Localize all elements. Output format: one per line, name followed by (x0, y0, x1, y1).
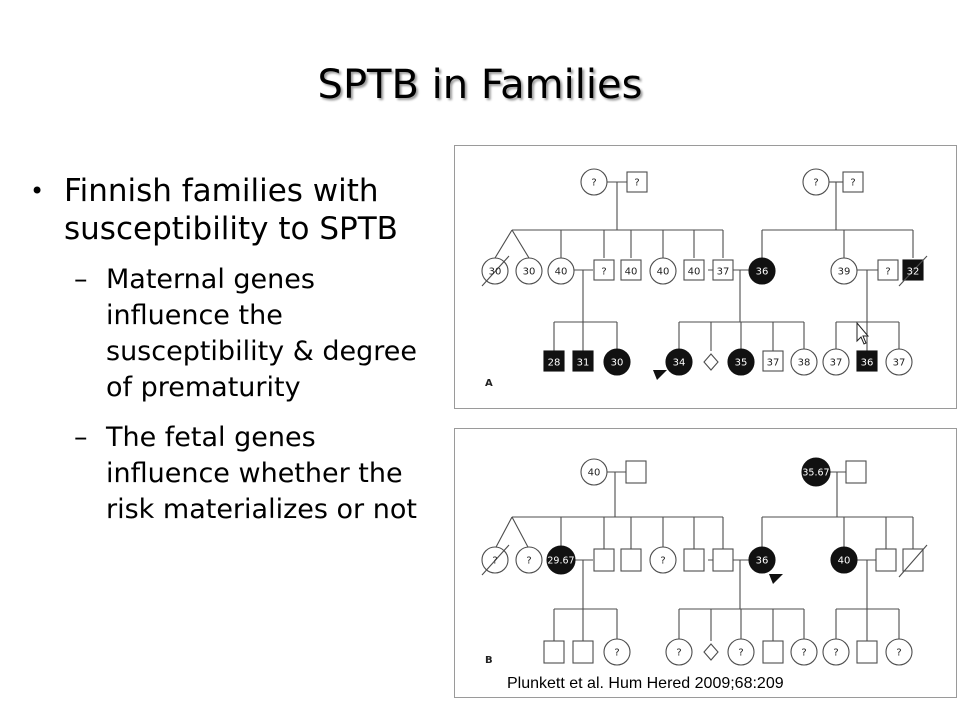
citation: Plunkett et al. Hum Hered 2009;68:209 (507, 675, 784, 692)
sibling-drops (554, 609, 617, 641)
pedigree-label: 40 (656, 266, 670, 278)
bullet-dot-icon: • (30, 177, 45, 205)
panel-label: B (485, 655, 493, 666)
dash-icon: – (74, 264, 88, 295)
sibling-drops (836, 609, 899, 641)
sibling-drops (762, 230, 913, 258)
pedigree-label: ? (801, 647, 807, 659)
sibling-drops (561, 517, 723, 549)
pedigree-label: 37 (892, 357, 906, 369)
pedigree-male (573, 641, 593, 663)
slide-title: SPTB in Families (317, 62, 643, 108)
pedigree-label: 32 (906, 266, 920, 278)
pedigree-label: ? (614, 647, 620, 659)
sibling-drops (554, 322, 617, 351)
pedigree-label: 37 (716, 266, 730, 278)
pedigree-label: 36 (860, 357, 874, 369)
pedigree-label: ? (896, 647, 902, 659)
pedigree-b-diagram (455, 429, 956, 697)
pedigree-panel-b (454, 428, 957, 698)
pedigree-male (846, 461, 866, 483)
pedigree-male (626, 461, 646, 483)
pedigree-label: ? (676, 647, 682, 659)
pedigree-label: 40 (837, 555, 851, 567)
sub-bullet (28, 262, 428, 406)
main-bullet-text: Finnish families with susceptibility to SPTB (64, 173, 398, 247)
pedigree-label: 29.67 (547, 555, 575, 567)
pedigree-label: ? (634, 177, 640, 189)
mouse-cursor-icon (857, 323, 868, 344)
pedigree-a-diagram (455, 146, 956, 408)
sibling-drops (679, 322, 804, 351)
pedigree-label: 38 (797, 357, 811, 369)
pedigree-label: ? (885, 266, 891, 278)
pedigree-label: 28 (547, 357, 561, 369)
pedigree-label: 39 (837, 266, 851, 278)
pedigree-label: ? (591, 177, 597, 189)
sub-bullet-text: The fetal genes influence whether the risk materializes or not (106, 422, 417, 525)
pedigree-label: 37 (766, 357, 780, 369)
pedigree-label: 40 (687, 266, 701, 278)
pedigree-label: ? (738, 647, 744, 659)
pedigree-label: 30 (610, 357, 624, 369)
sub-bullet (28, 420, 428, 528)
main-bullet (28, 172, 428, 248)
pedigree-label: 40 (554, 266, 568, 278)
pedigree-male (594, 549, 614, 571)
pedigree-label: 34 (672, 357, 686, 369)
pedigree-label: ? (660, 555, 666, 567)
pedigree-label: 36 (755, 266, 769, 278)
pedigree-male (763, 641, 783, 663)
sub-bullet-text: Maternal genes influence the susceptibility & degree of prematurity (106, 264, 417, 403)
unknown-sex-diamond (704, 354, 718, 370)
pedigree-male (876, 549, 896, 571)
sibling-drops (679, 609, 804, 641)
dash-icon: – (74, 422, 88, 453)
pedigree-label: ? (850, 177, 856, 189)
pedigree-male (621, 549, 641, 571)
pedigree-male (713, 549, 733, 571)
twin-lines (495, 517, 529, 549)
pedigree-male (544, 641, 564, 663)
pedigree-label: 31 (576, 357, 590, 369)
pedigree-label: 30 (522, 266, 536, 278)
sibling-drops (762, 517, 913, 549)
pedigree-label: 40 (624, 266, 638, 278)
pedigree-label: ? (833, 647, 839, 659)
pedigree-label: 35.67 (802, 467, 830, 479)
pedigree-male (857, 641, 877, 663)
pedigree-panel-a (454, 145, 957, 409)
pedigree-label: 30 (488, 266, 502, 278)
unknown-sex-diamond (704, 644, 718, 660)
pedigree-male (684, 549, 704, 571)
proband-arrow-icon (653, 370, 667, 380)
pedigree-label: 37 (829, 357, 843, 369)
pedigree-label: 35 (734, 357, 748, 369)
panel-label: A (485, 378, 493, 389)
sibling-drops (561, 230, 723, 258)
pedigree-label: ? (813, 177, 819, 189)
twin-lines (495, 230, 529, 258)
pedigree-label: 36 (755, 555, 769, 567)
proband-arrow-icon (769, 574, 783, 584)
bullet-list (28, 172, 428, 528)
pedigree-label: 40 (587, 467, 601, 479)
pedigree-label: ? (492, 555, 498, 567)
pedigree-label: ? (526, 555, 532, 567)
pedigree-label: ? (601, 266, 607, 278)
